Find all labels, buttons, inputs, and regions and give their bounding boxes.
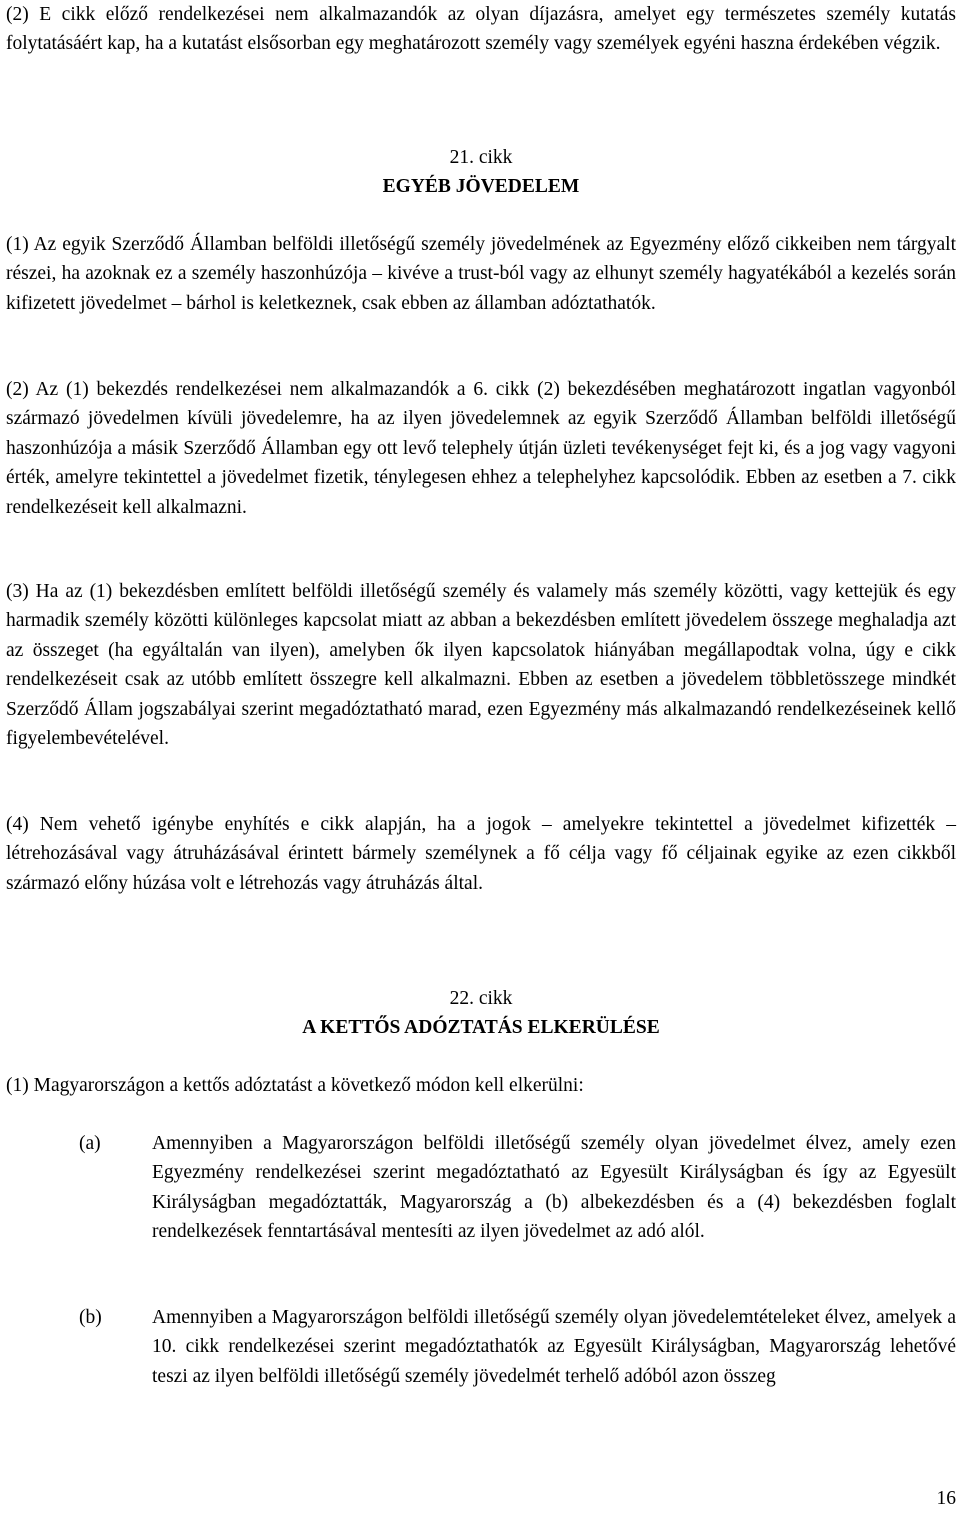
intro-paragraph: (2) E cikk előző rendelkezései nem alkalmazandók az olyan díjazásra, amelyet egy természetes személy kutatás folytatásáért kap, ha a kutatást elsősorban egy meghatározott személy vagy személyek egyéni haszna érdekében végzik.: [6, 4, 956, 55]
article-21-paragraph-2: (2) Az (1) bekezdés rendelkezései nem alkalmazandók a 6. cikk (2) bekezdésében meghatározott ingatlan vagyonból származó jövedelmen kívüli jövedelemre, ha az ilyen jövedelemnek az egyik Szerződő Államban belföldi illetőségű haszonhúzója a másik Szerződő Államban egy ott levő telephely útján üzleti tevékenységet fejt ki, és a jog vagy vagyoni érték, amelyre tekintettel a jövedelmet fizetik, ténylegesen ehhez a telephelyhez kapcsolódik. Ebben az esetben a 7. cikk rendelkezéseit kell alkalmazni.: [6, 379, 956, 518]
page-number: 16: [936, 1488, 956, 1509]
article-21-paragraph-4: (4) Nem vehető igénybe enyhítés e cikk alapján, ha a jogok – amelyekre tekintettel a jövedelmet kifizették – létrehozásával vagy átruházásával érintett bármely személynek a fő célja vagy fő céljainak egyike az ezen cikkből származó előny húzása volt e létrehozás vagy átruházás által.: [6, 814, 956, 894]
list-item-text: Amennyiben a Magyarországon belföldi illetőségű személy olyan jövedelmet élvez, amely ezen Egyezmény rendelkezései szerint megadóztatható az Egyesült Királyságban és így az Egyesült Királyságban megadóztatták, Magyarország a (b) albekezdésben és a (4) bekezdésben foglalt rendelkezések fenntartásával mentesíti az ilyen jövedelmet az adó alól.: [152, 1133, 956, 1243]
list-item-label: (a): [79, 1133, 101, 1154]
article-22-intro: (1) Magyarországon a kettős adóztatást a következő módon kell elkerülni:: [6, 1075, 584, 1096]
article-21-paragraph-3: (3) Ha az (1) bekezdésben említett belföldi illetőségű személy és valamely más személy közötti, vagy kettejük és egy harmadik személy közötti különleges kapcsolat miatt az abban a bekezdésben említett jövedelem összege meghaladja azt az összeget (ha egyáltalán van ilyen), amelyben ők ilyen kapcsolatok hiányában megállapodtak volna, úgy e cikk rendelkezéseit csak az utóbb említett összegre kell alkalmazni. Ebben az esetben a jövedelem többletösszege mindkét Szerződő Állam jogszabályai szerint megadóztatható marad, ezen Egyezmény más alkalmazandó rendelkezéseinek kellő figyelembevételével.: [6, 581, 956, 750]
list-item-text: Amennyiben a Magyarországon belföldi illetőségű személy olyan jövedelemtételeket élvez, amelyek a 10. cikk rendelkezései szerint megadóztathatók az Egyesült Királyságban, Magyarország lehetővé teszi az ilyen belföldi illetőségű személy jövedelmét terhelő adóból azon összeg: [152, 1307, 956, 1387]
article-22-title: A KETTŐS ADÓZTATÁS ELKERÜLÉSE: [302, 1017, 660, 1038]
article-21-number: 21. cikk: [449, 147, 513, 168]
article-21-paragraph-1: (1) Az egyik Szerződő Államban belföldi illetőségű személy jövedelmének az Egyezmény előző cikkeiben nem tárgyalt részei, ha azoknak ez a személy haszonhúzója – kivéve a trust-ból vagy az elhunyt személy hagyatékából a kezelés során kifizetett jövedelmet – bárhol is keletkeznek, csak ebben az államban adóztathatók.: [6, 234, 956, 314]
article-22-number: 22. cikk: [449, 988, 513, 1009]
list-item-label: (b): [79, 1307, 102, 1328]
article-21-title: EGYÉB JÖVEDELEM: [382, 176, 580, 197]
